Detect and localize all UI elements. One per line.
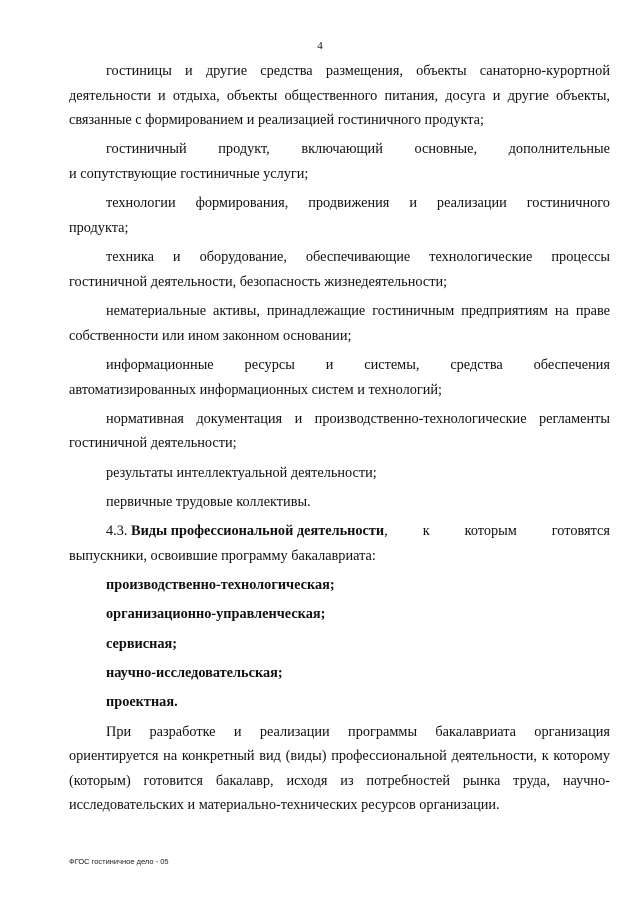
paragraph-labor-collectives: первичные трудовые коллективы. — [106, 494, 311, 510]
activity-type: сервисная; — [106, 635, 178, 652]
word: технологии — [106, 195, 176, 212]
word: реализации — [436, 195, 507, 212]
paragraph-documentation: нормативная документация и производственно-технологические регламенты гостиничной деятельности; — [69, 410, 610, 452]
section-number: 4.3. — [106, 523, 128, 540]
paragraph-information-resources — [69, 353, 610, 402]
word: формирования, — [195, 195, 289, 212]
section-heading: 4.3. Виды профессиональной деятельности, — [106, 523, 388, 540]
paragraph-line: продукта; — [69, 219, 129, 236]
paragraph-line: автоматизированных информационных систем и технологий; — [69, 381, 443, 398]
footer-label: ФГОС гостиничное дело - 05 — [69, 857, 169, 866]
word: к — [422, 523, 430, 540]
section-title: Виды профессиональной деятельности — [131, 523, 385, 540]
activity-type: производственно-технологическая; — [106, 577, 335, 594]
document-body — [69, 59, 610, 823]
word: дополнительные — [508, 141, 610, 158]
word: обеспечения — [533, 356, 610, 373]
paragraph-closing: При разработке и реализации программы бакалавриата организация ориентируется на конкретный вид (виды) профессиональной деятельности, к которому (которым) готовится бакалавр, исходя из потребностей рынка труда, научно-исследовательских и материально-технических ресурсов организации. — [69, 723, 610, 814]
paragraph-line: и сопутствующие гостиничные услуги; — [69, 166, 309, 183]
word: продвижения — [308, 195, 390, 212]
word: информационные — [106, 356, 214, 373]
paragraph-line — [106, 137, 610, 162]
word: продукт, — [218, 141, 270, 158]
activity-type: проектная. — [106, 694, 178, 711]
word: гостиничного — [526, 195, 610, 212]
section-heading-line — [106, 519, 610, 544]
paragraph-line — [106, 353, 610, 378]
paragraph-intellectual-results: результаты интеллектуальной деятельности; — [106, 464, 377, 481]
word: и — [409, 195, 417, 212]
page-number: 4 — [317, 40, 323, 52]
paragraph-equipment: техника и оборудование, обеспечивающие технологические процессы гостиничной деятельности, безопасность жизнедеятельности; — [69, 249, 610, 290]
word: средства — [450, 356, 503, 373]
paragraph-technologies — [69, 191, 610, 240]
section-4-3 — [69, 519, 610, 568]
word: ресурсы — [244, 356, 295, 373]
activity-type: организационно-управленческая; — [106, 606, 326, 623]
paragraph-accommodation: гостиницы и другие средства размещения, объекты санаторно-курортной деятельности и отдыха, объекты общественного питания, досуга и другие объекты, связанные с формированием и реализацией гостиничного продукта; — [69, 63, 610, 129]
word: гостиничный — [106, 141, 187, 158]
word: основные, — [414, 141, 478, 158]
paragraph-line: выпускники, освоившие программу бакалавриата: — [69, 547, 376, 564]
paragraph-line — [106, 191, 610, 216]
paragraph-hotel-product — [69, 137, 610, 186]
word: включающий — [301, 141, 383, 158]
activity-type: научно-исследовательская; — [106, 665, 283, 681]
word: и — [325, 356, 334, 373]
word: которым — [464, 523, 517, 540]
paragraph-intangible-assets: нематериальные активы, принадлежащие гостиничным предприятиям на праве собственности или ином законном основании; — [69, 303, 610, 344]
word: системы, — [364, 356, 420, 373]
word: готовятся — [551, 523, 610, 540]
